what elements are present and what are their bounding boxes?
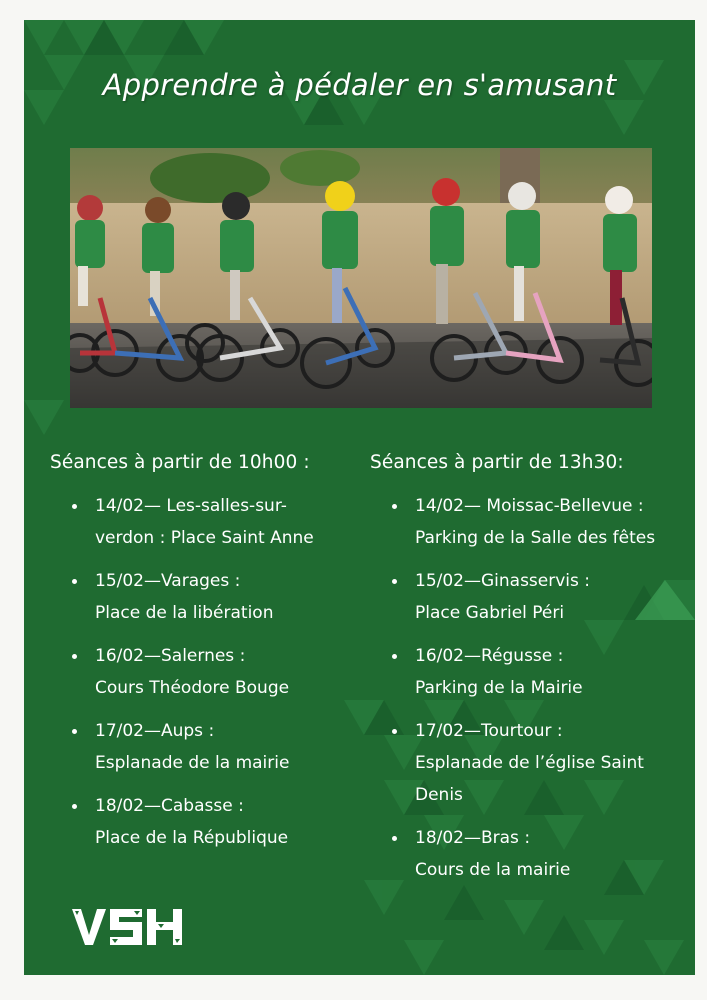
- session-date-town: 14/02— Les-salles-sur-: [95, 496, 287, 516]
- list-item: [370, 490, 690, 554]
- session-date-town: 16/02—Régusse :: [415, 646, 564, 666]
- session-location: verdon : Place Saint Anne: [95, 528, 314, 548]
- morning-sessions-column: [50, 452, 350, 865]
- session-date-town: 16/02—Salernes :: [95, 646, 246, 666]
- session-date-town: 18/02—Bras :: [415, 828, 531, 848]
- session-location: Place de la République: [95, 828, 289, 848]
- afternoon-sessions-column: [370, 452, 690, 897]
- bullet-icon: [72, 729, 77, 734]
- list-item: [50, 790, 350, 854]
- list-item: [370, 715, 690, 811]
- list-item: [370, 640, 690, 704]
- bullet-icon: [392, 504, 397, 509]
- bullet-icon: [392, 836, 397, 841]
- session-date-town: 14/02— Moissac-Bellevue :: [415, 496, 644, 516]
- kids-on-bikes-photo: [70, 148, 652, 408]
- session-location: Cours de la mairie: [415, 860, 571, 880]
- bullet-icon: [72, 579, 77, 584]
- morning-sessions-heading: Séances à partir de 10h00 :: [50, 452, 310, 473]
- list-item: [370, 822, 690, 886]
- poster-title: Apprendre à pédaler en s'amusant: [102, 68, 617, 102]
- session-date-town: 17/02—Tourtour :: [415, 721, 563, 741]
- session-date-town: 18/02—Cabasse :: [95, 796, 244, 816]
- list-item: [370, 565, 690, 629]
- bullet-icon: [392, 729, 397, 734]
- list-item: [50, 640, 350, 704]
- session-date-town: 15/02—Ginasservis :: [415, 571, 591, 591]
- session-location: Place Gabriel Péri: [415, 603, 565, 623]
- session-location: Place de la libération: [95, 603, 274, 623]
- session-location-continued: Denis: [415, 785, 463, 805]
- poster: [24, 20, 695, 975]
- bullet-icon: [72, 804, 77, 809]
- bullet-icon: [72, 654, 77, 659]
- session-location: Parking de la Salle des fêtes: [415, 528, 656, 548]
- session-location: Esplanade de l’église Saint: [415, 753, 644, 773]
- bullet-icon: [392, 579, 397, 584]
- list-item: [50, 490, 350, 554]
- vsh-logo: [72, 907, 184, 947]
- bullet-icon: [392, 654, 397, 659]
- session-location: Cours Théodore Bouge: [95, 678, 290, 698]
- afternoon-sessions-heading: Séances à partir de 13h30:: [370, 452, 624, 473]
- list-item: [50, 565, 350, 629]
- session-location: Parking de la Mairie: [415, 678, 583, 698]
- list-item: [50, 715, 350, 779]
- session-date-town: 17/02—Aups :: [95, 721, 215, 741]
- bullet-icon: [72, 504, 77, 509]
- session-date-town: 15/02—Varages :: [95, 571, 241, 591]
- session-location: Esplanade de la mairie: [95, 753, 290, 773]
